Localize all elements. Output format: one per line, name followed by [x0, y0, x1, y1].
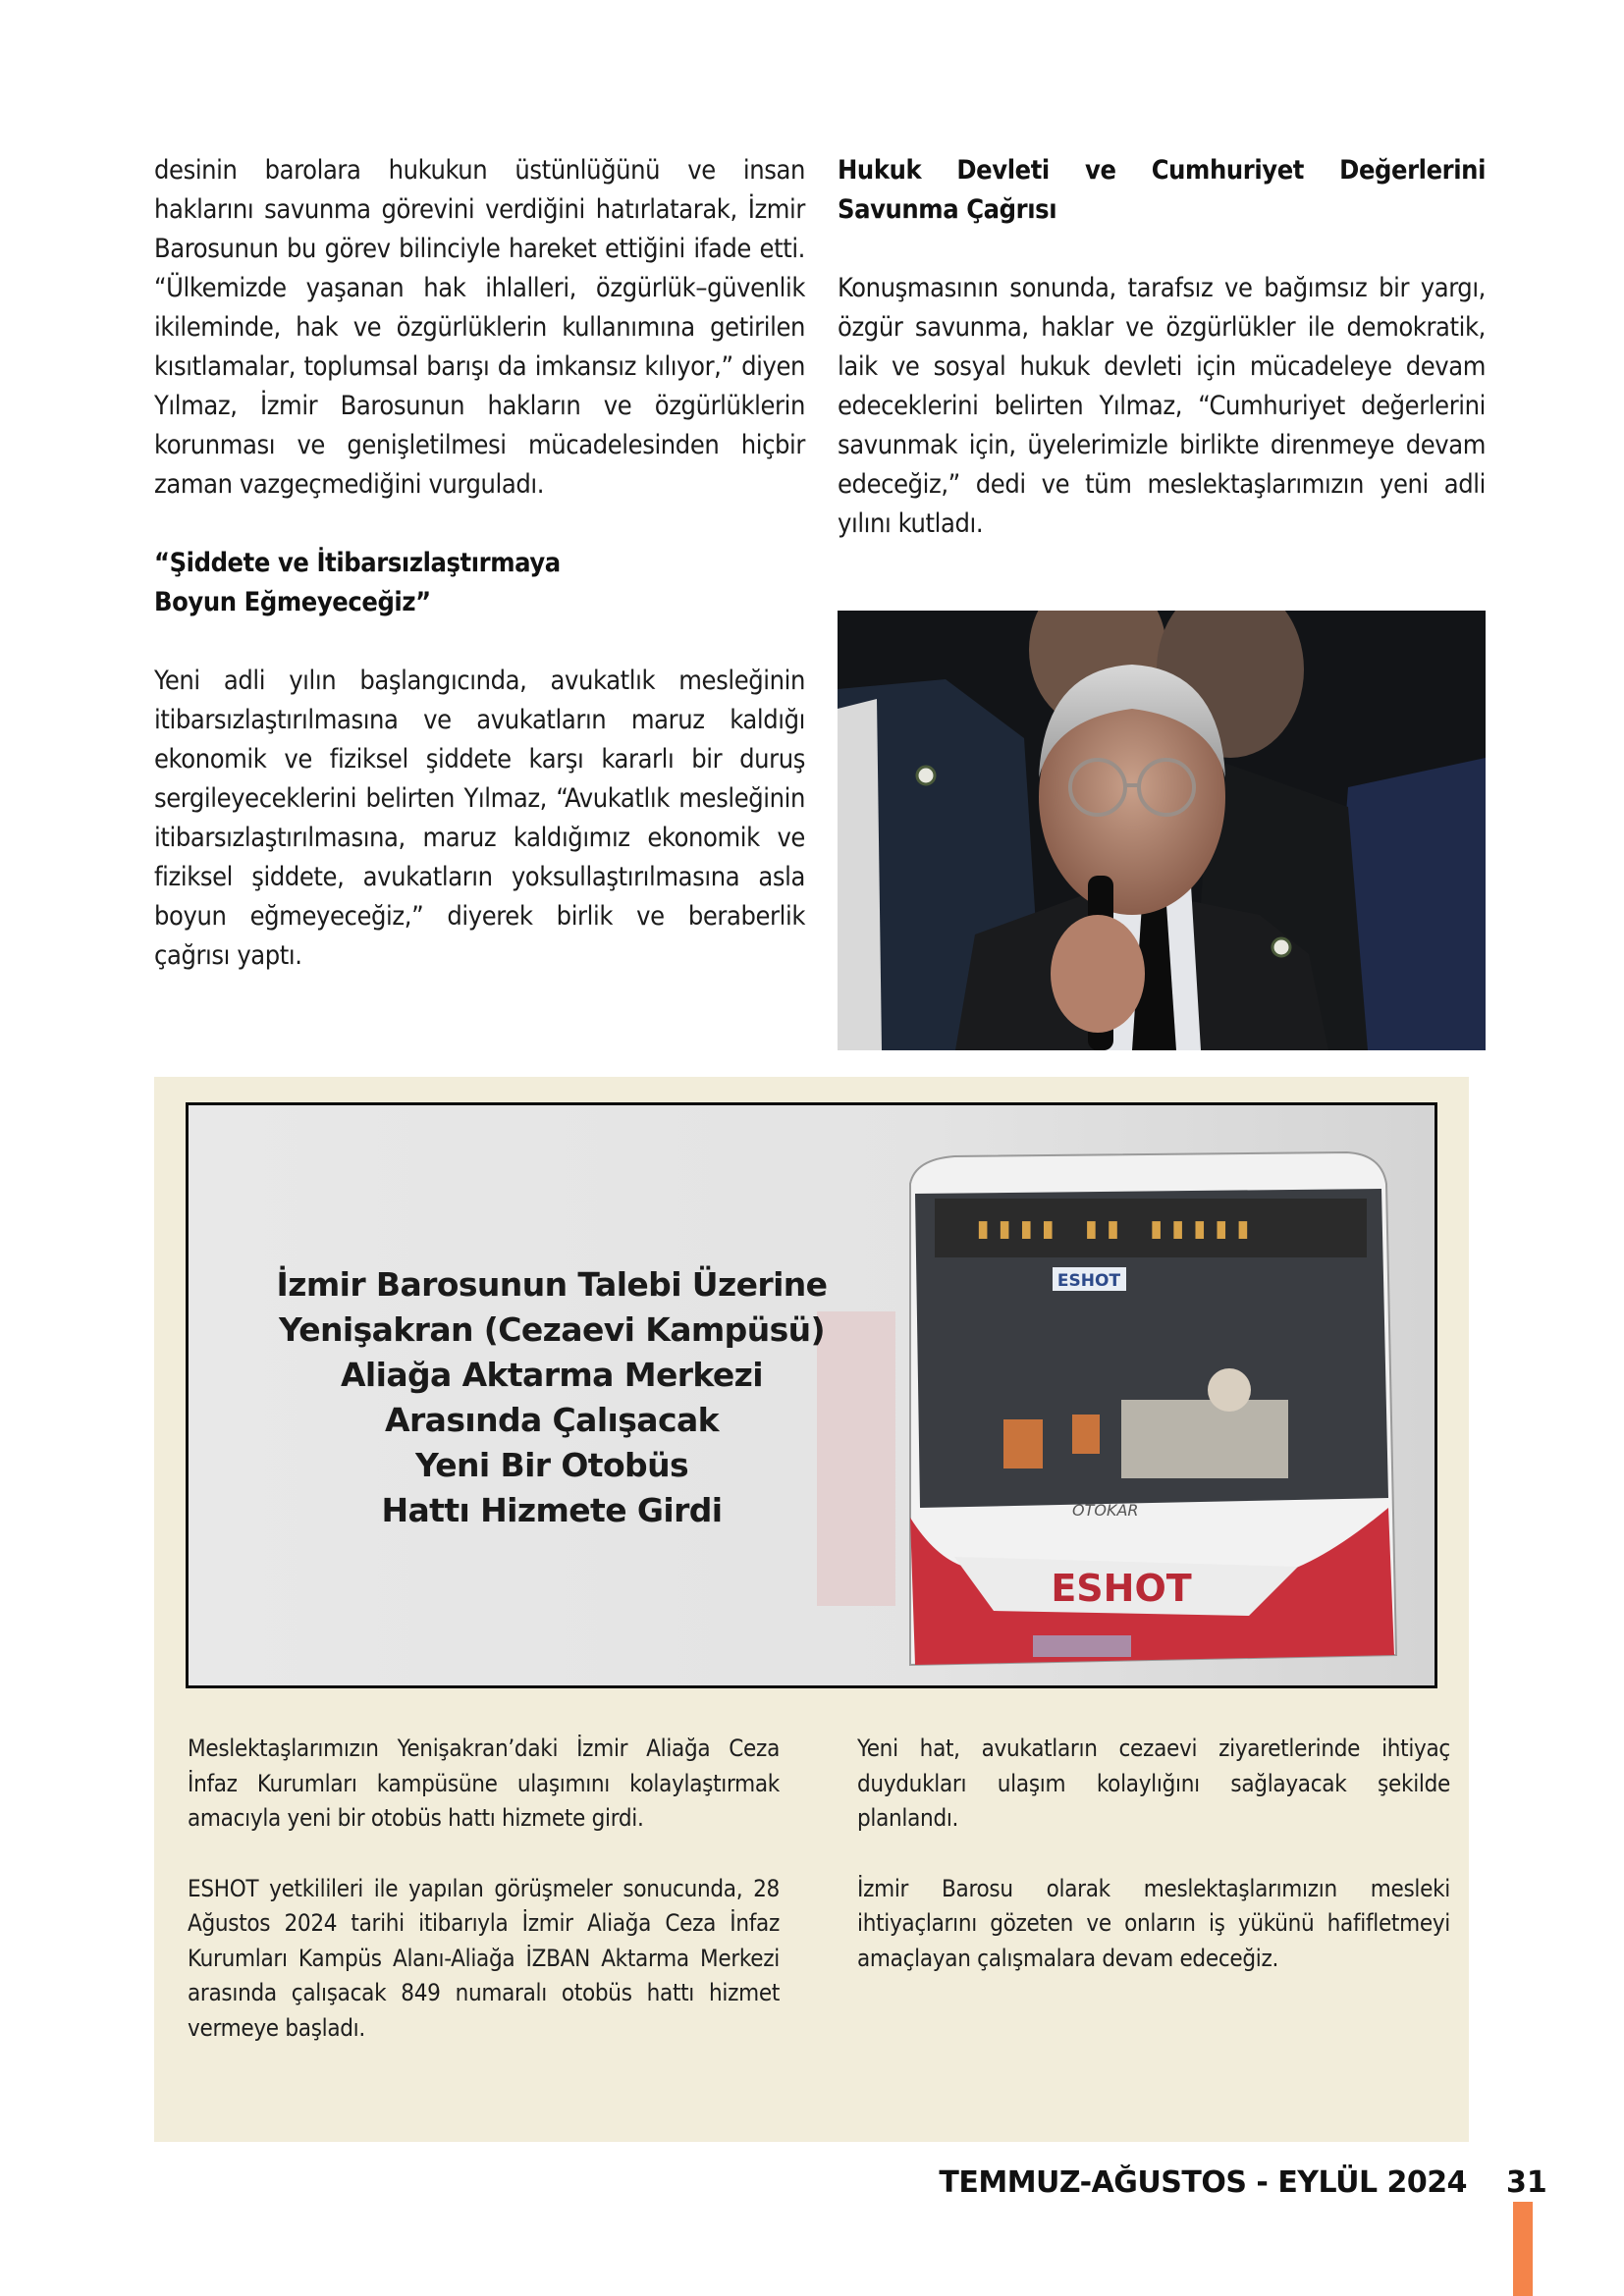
section-heading-rule-of-law: Hukuk Devleti ve Cumhuriyet Değerlerini Savunma Çağrısı [838, 155, 1486, 225]
violence-paragraph: Yeni adli yılın başlangıcında, avukatlık mesleğinin itibarsızlaştırılmasına ve avukatların maruz kaldığı ekonomik ve fiziksel şiddete karşı kararlı bir duruş sergileyeceklerini belirten Yılmaz, “Avukatlık mesleğinin itibarsızlaştırılmasına, maruz kaldığımız ekonomik ve fiziksel şiddete, avukatların yoksullaştırılmasına asla boyun eğmeyeceğiz,” diyerek birlik ve beraberlik çağrısı yaptı. [154, 666, 805, 971]
bus-box-right-column [857, 1732, 1450, 1976]
rule-of-law-paragraph: Konuşmasının sonunda, tarafsız ve bağımsız bir yargı, özgür savunma, haklar ve özgürlükler ile demokratik, laik ve sosyal hukuk devleti için mücadeleye devam edeceklerini belirten Yılmaz, “Cumhuriyet değerlerini savunmak için, üyelerimizle birlikte direnmeye devam edeceğiz,” dedi ve tüm meslektaşlarımızın yeni adli yılını kutladı. [838, 273, 1486, 539]
otokar-brand: OTOKAR [1072, 1501, 1139, 1520]
bus-paragraph: ESHOT yetkilileri ile yapılan görüşmeler sonucunda, 28 Ağustos 2024 tarihi itibarıyla İzmir Aliağa Ceza İnfaz Kurumları Kampüs Alanı-Aliağa İZBAN Aktarma Merkezi arasında çalışacak 849 numaralı otobüs hattı hizmet vermeye başladı. [188, 1874, 780, 2042]
banner-line: Yenişakran (Cezaevi Kampüsü) [278, 1310, 826, 1349]
intro-paragraph: desinin barolara hukukun üstünlüğünü ve insan haklarını savunma görevini verdiğini hatırlatarak, İzmir Barosunun bu görev bilinciyle hareket ettiğini ifade etti. “Ülkemizde yaşanan hak ihlalleri, özgürlük–güvenlik ikileminde, hak ve özgürlüklerin kullanımına getirilen kısıtlamalar, toplumsal barışı da imkansız kılıyor,” diyen Yılmaz, İzmir Barosunun hakların ve özgürlüklerin korunması ve genişletilmesi mücadelesinden hiçbir zaman vazgeçmediğini vurguladı. [154, 155, 805, 500]
right-article-column [838, 151, 1486, 544]
speaker-photo [838, 611, 1486, 1050]
svg-text:▮▮▮▮ ▮▮ ▮▮▮▮▮: ▮▮▮▮ ▮▮ ▮▮▮▮▮ [974, 1211, 1256, 1246]
bus-line-banner [186, 1102, 1437, 1688]
eshot-front-label: ESHOT [1051, 1567, 1192, 1610]
bus-paragraph: İzmir Barosu olarak meslektaşlarımızın mesleki ihtiyaçlarını gözeten ve onların iş yükünü hafifletmeyi amaçlayan çalışmalara devam edeceğiz. [857, 1874, 1450, 1972]
section-heading-violence [154, 544, 805, 622]
banner-line: Yeni Bir Otobüs [414, 1446, 689, 1484]
banner-line: Hattı Hizmete Girdi [381, 1491, 723, 1529]
banner-line: Aliağa Aktarma Merkezi [340, 1356, 763, 1394]
page-number: 31 [1506, 2165, 1547, 2200]
heading-line-2: Boyun Eğmeyeceğiz” [154, 587, 431, 617]
heading-line-1: “Şiddete ve İtibarsızlaştırmaya [154, 548, 561, 578]
banner-headline [247, 1262, 856, 1533]
bus-paragraph: Meslektaşlarımızın Yenişakran’daki İzmir Aliağa Ceza İnfaz Kurumları kampüsüne ulaşımını kolaylaştırmak amacıyla yeni bir otobüs hattı hizmete girdi. [188, 1735, 780, 1832]
bus-paragraph: Yeni hat, avukatların cezaevi ziyaretlerinde ihtiyaç duydukları ulaşım kolaylığını sağlayacak şekilde planlandı. [857, 1735, 1450, 1832]
banner-line: Arasında Çalışacak [385, 1401, 719, 1439]
bus-box-left-column [188, 1732, 780, 2046]
speaker-photo-illustration [838, 611, 1486, 1050]
banner-line: İzmir Barosunun Talebi Üzerine [276, 1265, 828, 1304]
left-article-column [154, 151, 805, 976]
page-accent-bar [1513, 2202, 1533, 2296]
issue-label: TEMMUZ-AĞUSTOS - EYLÜL 2024 [939, 2165, 1467, 2200]
eshot-window-sign: ESHOT [1056, 1271, 1121, 1291]
